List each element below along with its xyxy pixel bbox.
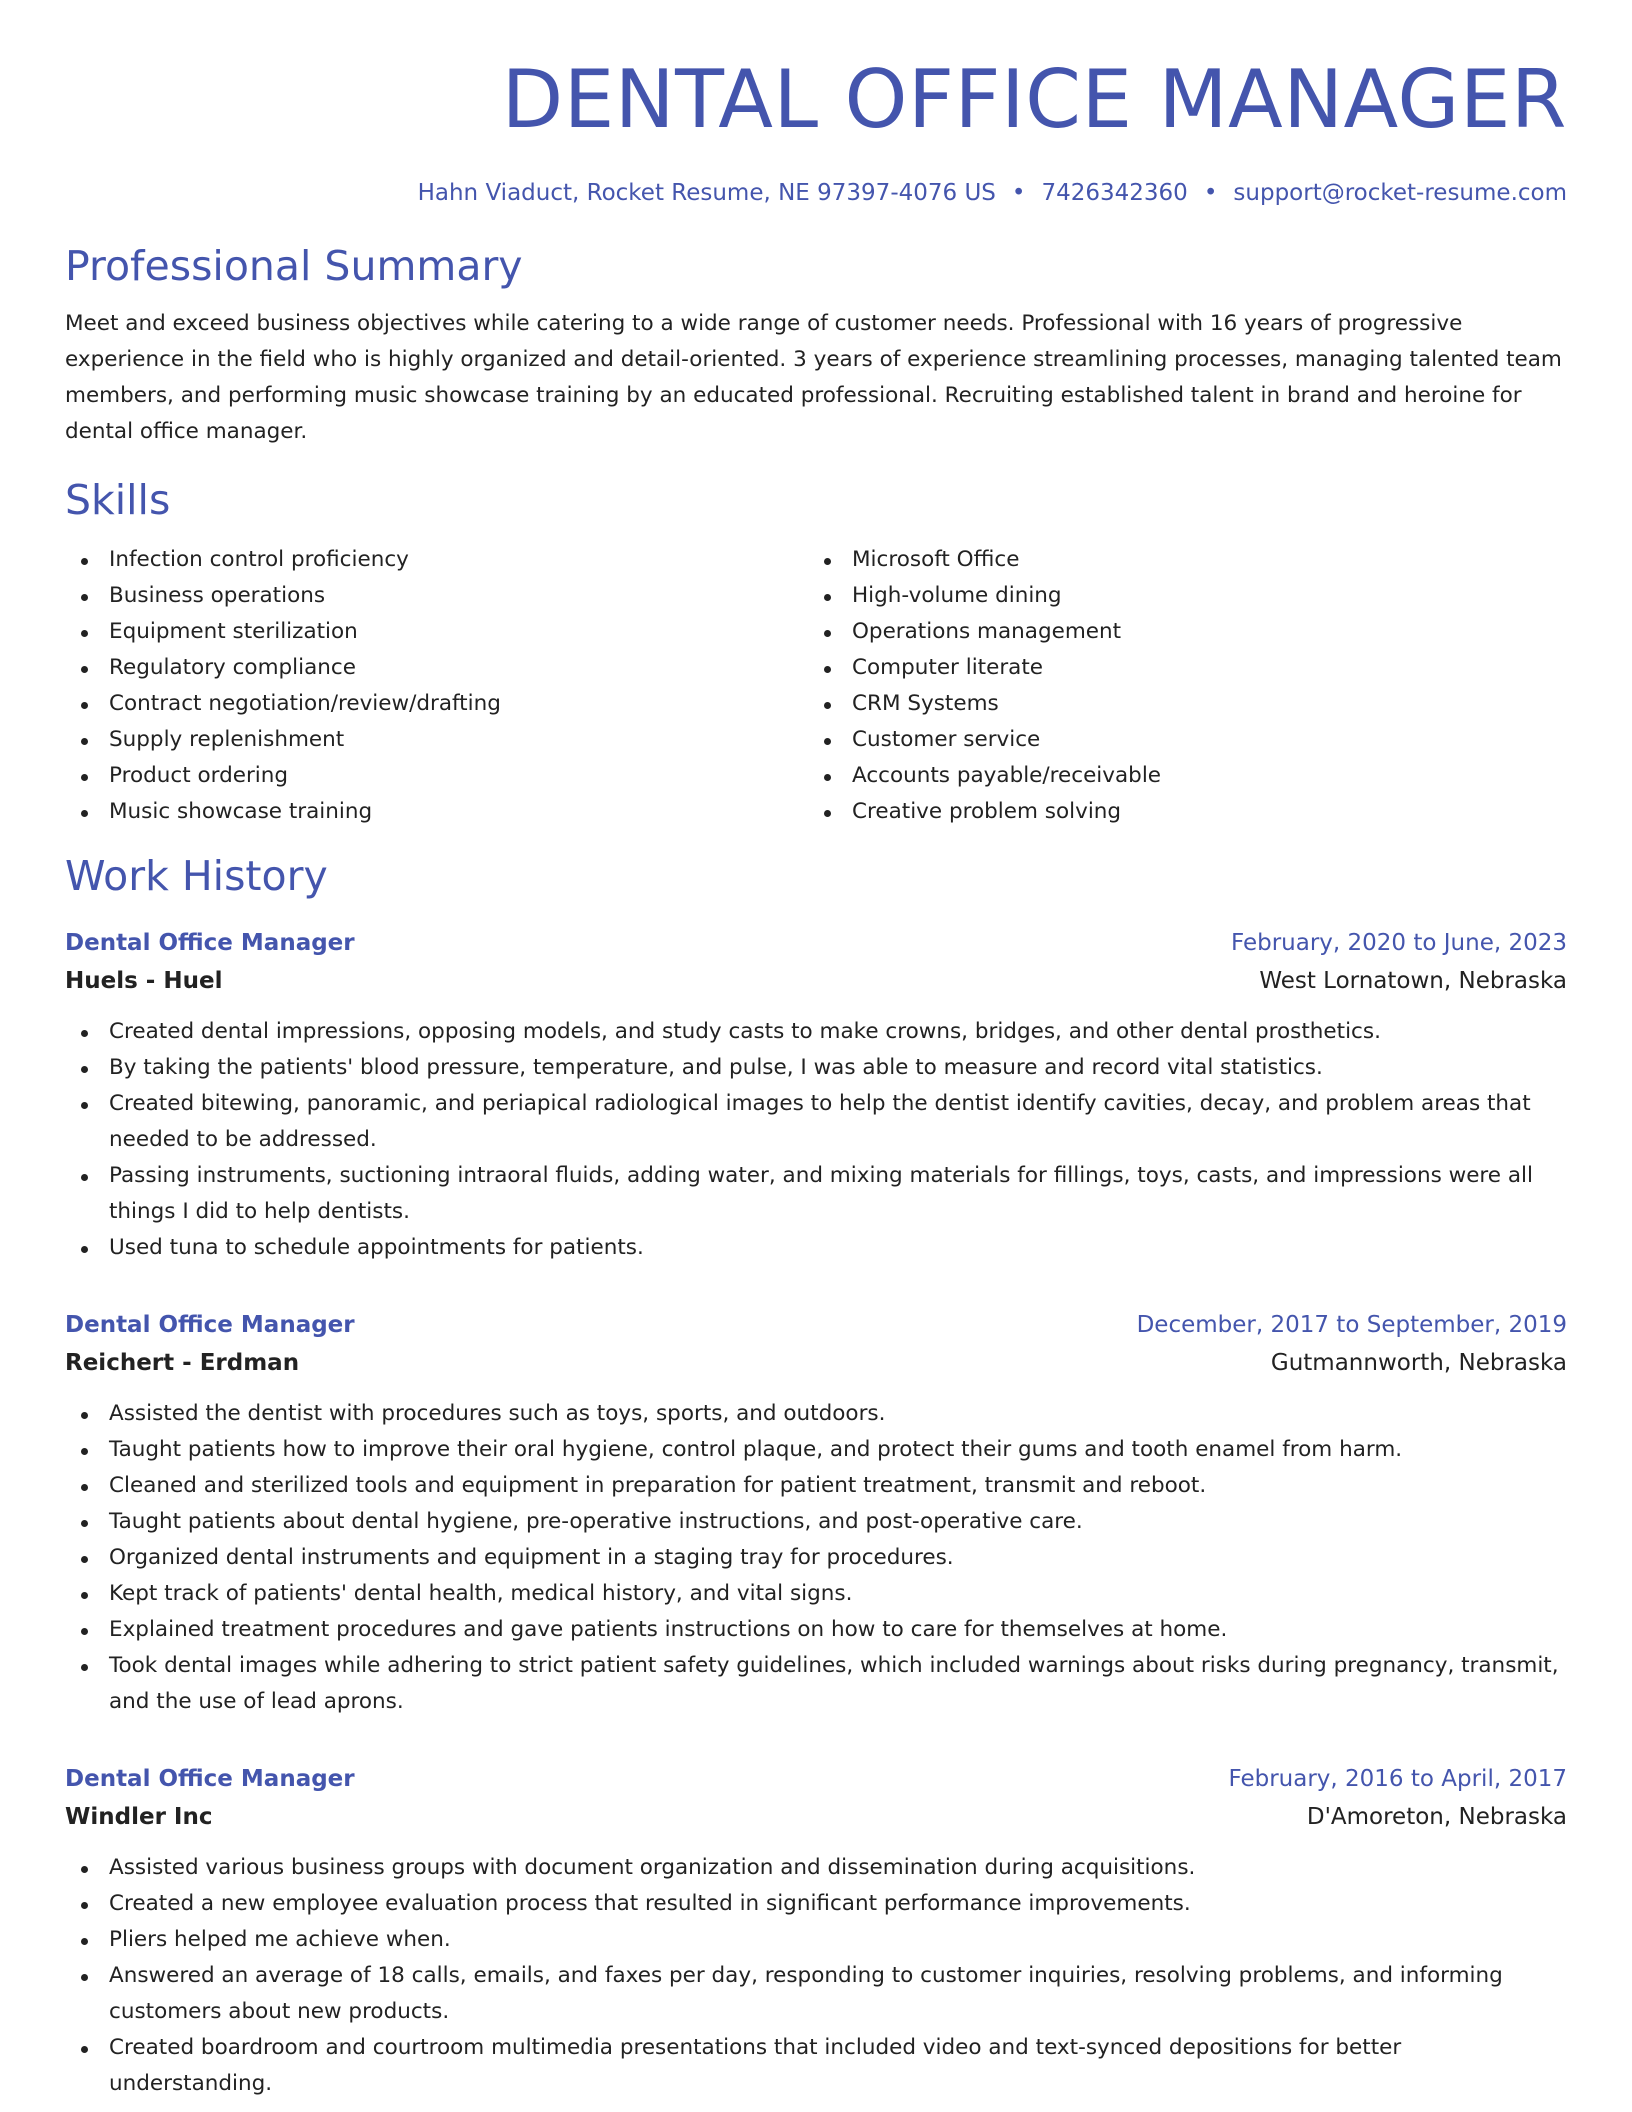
contact-address: Hahn Viaduct, Rocket Resume, NE 97397-4076 US bbox=[417, 180, 996, 206]
skill-item: Contract negotiation/review/drafting bbox=[65, 686, 816, 722]
job-company: Windler Inc bbox=[65, 1804, 213, 1830]
job-header-row bbox=[65, 1760, 1567, 1798]
skill-item: Microsoft Office bbox=[808, 542, 1559, 578]
job-bullets bbox=[65, 1014, 1567, 1266]
job-title: Dental Office Manager bbox=[65, 1312, 355, 1338]
skill-item: Infection control proficiency bbox=[65, 542, 816, 578]
job-bullet: Taught patients about dental hygiene, pre-operative instructions, and post-operative care. bbox=[65, 1504, 1567, 1540]
job-dates: February, 2016 to April, 2017 bbox=[1228, 1766, 1567, 1792]
resume-name: DENTAL OFFICE MANAGER bbox=[501, 53, 1567, 146]
job-bullet: Created boardroom and courtroom multimedia presentations that included video and text-synced depositions for better understanding. bbox=[65, 2030, 1567, 2102]
job-bullet: Assisted the dentist with procedures such as toys, sports, and outdoors. bbox=[65, 1396, 1567, 1432]
job-entry bbox=[65, 1306, 1567, 1720]
job-company-row bbox=[65, 1344, 1567, 1382]
job-bullet: Created dental impressions, opposing models, and study casts to make crowns, bridges, and other dental prosthetics. bbox=[65, 1014, 1567, 1050]
job-dates: February, 2020 to June, 2023 bbox=[1230, 930, 1567, 956]
job-bullet: Passing instruments, suctioning intraoral fluids, adding water, and mixing materials for fillings, toys, casts, and impressions were all things I did to help dentists. bbox=[65, 1158, 1567, 1230]
job-bullets bbox=[65, 1396, 1567, 1720]
contact-line bbox=[65, 178, 1567, 208]
job-header-row bbox=[65, 1306, 1567, 1344]
job-bullet: Explained treatment procedures and gave patients instructions on how to care for themselves at home. bbox=[65, 1612, 1567, 1648]
skill-item: High-volume dining bbox=[808, 578, 1559, 614]
job-bullet: Took dental images while adhering to strict patient safety guidelines, which included warnings about risks during pregnancy, transmit, and the use of lead aprons. bbox=[65, 1648, 1567, 1720]
job-bullet: Cleaned and sterilized tools and equipment in preparation for patient treatment, transmit and reboot. bbox=[65, 1468, 1567, 1504]
job-bullet: By taking the patients' blood pressure, temperature, and pulse, I was able to measure and record vital statistics. bbox=[65, 1050, 1567, 1086]
job-bullet: Answered an average of 18 calls, emails, and faxes per day, responding to customer inquiries, resolving problems, and informing customers about new products. bbox=[65, 1958, 1567, 2030]
job-location: West Lornatown, Nebraska bbox=[1259, 968, 1567, 994]
summary-heading: Professional Summary bbox=[65, 242, 523, 290]
summary-text: Meet and exceed business objectives while catering to a wide range of customer needs. Professional with 16 years of progressive experience in the field who is highly organized and detail-oriented. 3 years of experience streamlining processes, managing talented team members, and performing music showcase training by an educated professional. Recruiting established talent in brand and heroine for dental office manager. bbox=[65, 311, 1562, 444]
skill-item: Supply replenishment bbox=[65, 722, 816, 758]
contact-separator: • bbox=[1011, 180, 1026, 206]
skills-column-right bbox=[808, 542, 1559, 830]
job-company: Huels - Huel bbox=[65, 968, 223, 994]
job-bullet: Assisted various business groups with document organization and dissemination during acquisitions. bbox=[65, 1850, 1567, 1886]
work-history-heading: Work History bbox=[65, 852, 328, 900]
contact-email: support@rocket-resume.com bbox=[1233, 180, 1567, 206]
job-header-row bbox=[65, 924, 1567, 962]
job-bullet: Used tuna to schedule appointments for patients. bbox=[65, 1230, 1567, 1266]
job-bullets bbox=[65, 1850, 1567, 2102]
skill-item: Equipment sterilization bbox=[65, 614, 816, 650]
job-bullet: Pliers helped me achieve when. bbox=[65, 1922, 1567, 1958]
job-location: D'Amoreton, Nebraska bbox=[1306, 1804, 1567, 1830]
job-location: Gutmannworth, Nebraska bbox=[1270, 1350, 1567, 1376]
skill-item: Operations management bbox=[808, 614, 1559, 650]
contact-phone: 7426342360 bbox=[1041, 180, 1188, 206]
job-bullet: Created a new employee evaluation process that resulted in significant performance improvements. bbox=[65, 1886, 1567, 1922]
skill-item: Regulatory compliance bbox=[65, 650, 816, 686]
skill-item: Accounts payable/receivable bbox=[808, 758, 1559, 794]
skill-item: Customer service bbox=[808, 722, 1559, 758]
job-title: Dental Office Manager bbox=[65, 1766, 355, 1792]
skill-item: Creative problem solving bbox=[808, 794, 1559, 830]
skill-item: Business operations bbox=[65, 578, 816, 614]
job-company: Reichert - Erdman bbox=[65, 1350, 300, 1376]
contact-separator: • bbox=[1203, 180, 1218, 206]
job-title: Dental Office Manager bbox=[65, 930, 355, 956]
skills-list bbox=[65, 542, 1567, 830]
skills-column-left bbox=[65, 542, 816, 830]
skill-item: CRM Systems bbox=[808, 686, 1559, 722]
job-bullet: Kept track of patients' dental health, medical history, and vital signs. bbox=[65, 1576, 1567, 1612]
skill-item: Music showcase training bbox=[65, 794, 816, 830]
resume-header bbox=[65, 0, 1567, 208]
job-bullet: Created bitewing, panoramic, and periapical radiological images to help the dentist identify cavities, decay, and problem areas that needed to be addressed. bbox=[65, 1086, 1567, 1158]
job-entry bbox=[65, 924, 1567, 1266]
skills-heading: Skills bbox=[65, 476, 171, 524]
job-dates: December, 2017 to September, 2019 bbox=[1136, 1312, 1567, 1338]
job-bullet: Taught patients how to improve their oral hygiene, control plaque, and protect their gums and tooth enamel from harm. bbox=[65, 1432, 1567, 1468]
skill-item: Product ordering bbox=[65, 758, 816, 794]
job-company-row bbox=[65, 962, 1567, 1000]
job-company-row bbox=[65, 1798, 1567, 1836]
skill-item: Computer literate bbox=[808, 650, 1559, 686]
job-entry bbox=[65, 1760, 1567, 2102]
job-bullet: Organized dental instruments and equipment in a staging tray for procedures. bbox=[65, 1540, 1567, 1576]
